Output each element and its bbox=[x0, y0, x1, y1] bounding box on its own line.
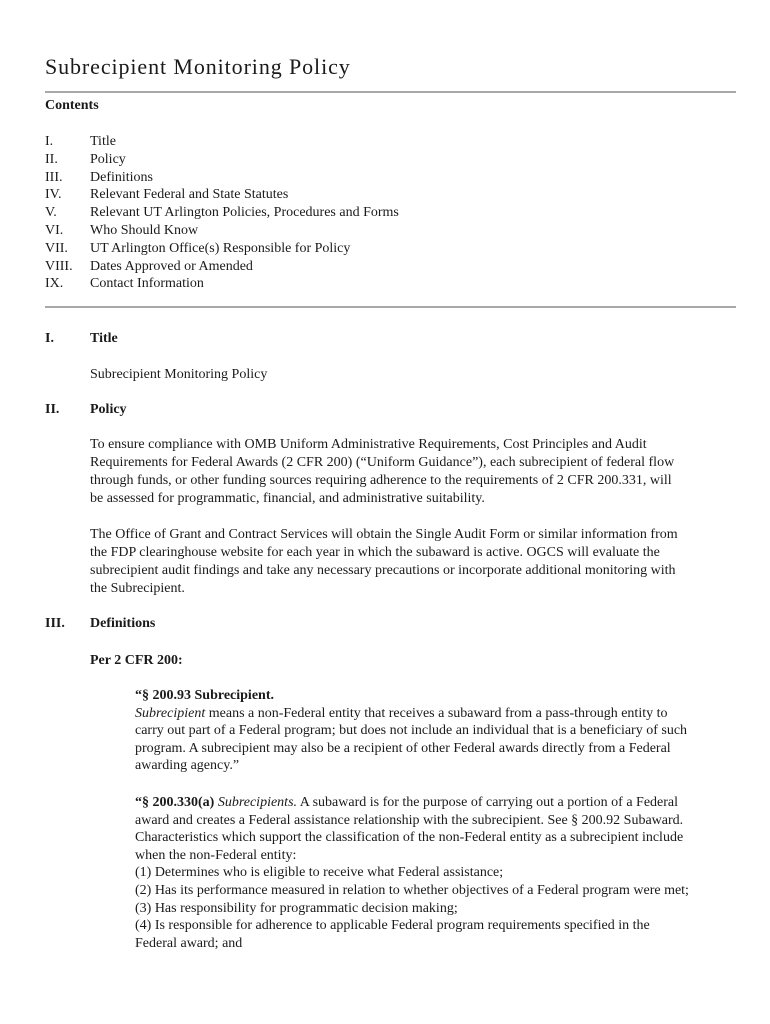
document-title: Subrecipient Monitoring Policy bbox=[45, 54, 351, 79]
toc-item-number: I. bbox=[45, 134, 54, 149]
section-heading-policy: Policy bbox=[90, 402, 127, 417]
toc-item bbox=[45, 258, 399, 276]
toc-item-label: UT Arlington Office(s) Responsible for Policy bbox=[90, 240, 351, 256]
policy-paragraph-1 bbox=[90, 436, 735, 508]
text-line: The Office of Grant and Contract Services will obtain the Single Audit Form or similar information from bbox=[90, 527, 678, 542]
definition-quote-200-330 bbox=[135, 794, 735, 952]
text-line: program. A subrecipient may also be a recipient of other Federal awards directly from a Federal bbox=[135, 740, 671, 756]
text-line: when the non-Federal entity: bbox=[135, 847, 297, 863]
toc-item bbox=[45, 186, 399, 204]
policy-paragraph-2 bbox=[90, 526, 735, 598]
toc-item-number: V. bbox=[45, 205, 57, 221]
table-of-contents bbox=[45, 133, 399, 293]
text-line: through funds, or other funding sources requiring adherence to the requirements of 2 CFR 200.331, will bbox=[90, 473, 672, 488]
text-line: be assessed for programmatic, financial, and administrative suitability. bbox=[90, 491, 485, 506]
toc-item-number: III. bbox=[45, 169, 63, 185]
definitions-subheading: Per 2 CFR 200: bbox=[90, 653, 183, 668]
toc-item-number: VI. bbox=[45, 222, 64, 238]
text-line bbox=[135, 794, 735, 812]
toc-item-number: VII. bbox=[45, 240, 68, 256]
title-divider bbox=[45, 91, 736, 93]
toc-item-label: Title bbox=[90, 134, 116, 149]
text-segment: A subaward is for the purpose of carrying out a portion of a Federal bbox=[297, 795, 679, 810]
text-line: subrecipient audit findings and take any necessary precautions or incorporate additional monitoring with bbox=[90, 563, 676, 578]
text-line: (3) Has responsibility for programmatic decision making; bbox=[135, 900, 458, 916]
text-line: (1) Determines who is eligible to receive what Federal assistance; bbox=[135, 865, 504, 881]
toc-item bbox=[45, 240, 399, 258]
toc-item-label: Who Should Know bbox=[90, 222, 199, 238]
toc-item bbox=[45, 151, 399, 169]
toc-item-label: Dates Approved or Amended bbox=[90, 258, 253, 274]
text-line: the FDP clearinghouse website for each year in which the subaward is active. OGCS will evaluate the bbox=[90, 545, 660, 560]
quote-citation: “§ 200.330(a) bbox=[135, 795, 215, 810]
toc-item-number: II. bbox=[45, 151, 58, 167]
toc-item bbox=[45, 204, 399, 222]
toc-item-number: IV. bbox=[45, 187, 62, 203]
section-number: II. bbox=[45, 402, 60, 417]
text-line: (4) Is responsible for adherence to applicable Federal program requirements specified in the bbox=[135, 918, 650, 934]
text-line: awarding agency.” bbox=[135, 758, 240, 774]
section-title-body: Subrecipient Monitoring Policy bbox=[90, 367, 268, 382]
text-line: (2) Has its performance measured in relation to whether objectives of a Federal program were met; bbox=[135, 882, 689, 898]
text-line: the Subrecipient. bbox=[90, 581, 185, 596]
toc-item bbox=[45, 169, 399, 187]
section-heading-definitions: Definitions bbox=[90, 616, 156, 631]
defined-term: Subrecipients. bbox=[217, 795, 298, 810]
toc-item-label: Policy bbox=[90, 151, 126, 167]
contents-divider bbox=[45, 306, 736, 308]
text-segment: means a non-Federal entity that receives a subaward from a pass-through entity to bbox=[205, 705, 668, 721]
text-line: To ensure compliance with OMB Uniform Administrative Requirements, Cost Principles and Audit bbox=[90, 437, 647, 452]
toc-item-number: IX. bbox=[45, 276, 64, 292]
defined-term: Subrecipient bbox=[135, 705, 206, 721]
contents-heading: Contents bbox=[45, 98, 99, 113]
toc-item bbox=[45, 222, 399, 240]
toc-item bbox=[45, 133, 399, 151]
section-number: I. bbox=[45, 331, 54, 346]
section-number: III. bbox=[45, 616, 65, 631]
text-line: carry out part of a Federal program; but does not include an individual that is a beneficiary of such bbox=[135, 723, 688, 739]
toc-item-label: Relevant UT Arlington Policies, Procedures and Forms bbox=[90, 205, 399, 221]
quote-title: “§ 200.93 Subrecipient. bbox=[135, 688, 274, 703]
text-line bbox=[135, 705, 735, 723]
text-line: Requirements for Federal Awards (2 CFR 200) (“Uniform Guidance”), each subrecipient of federal flow bbox=[90, 455, 675, 470]
toc-item-number: VIII. bbox=[45, 258, 73, 274]
toc-item bbox=[45, 275, 399, 293]
text-line: Federal award; and bbox=[135, 935, 243, 951]
text-line: award and creates a Federal assistance relationship with the subrecipient. See § 200.92 Subaward. bbox=[135, 812, 684, 828]
definition-quote-200-93 bbox=[135, 687, 735, 775]
toc-item-label: Relevant Federal and State Statutes bbox=[90, 187, 289, 203]
toc-item-label: Contact Information bbox=[90, 276, 204, 292]
toc-item-label: Definitions bbox=[90, 169, 153, 185]
section-heading-title: Title bbox=[90, 331, 118, 346]
text-line: Characteristics which support the classification of the non-Federal entity as a subrecipient include bbox=[135, 830, 684, 846]
